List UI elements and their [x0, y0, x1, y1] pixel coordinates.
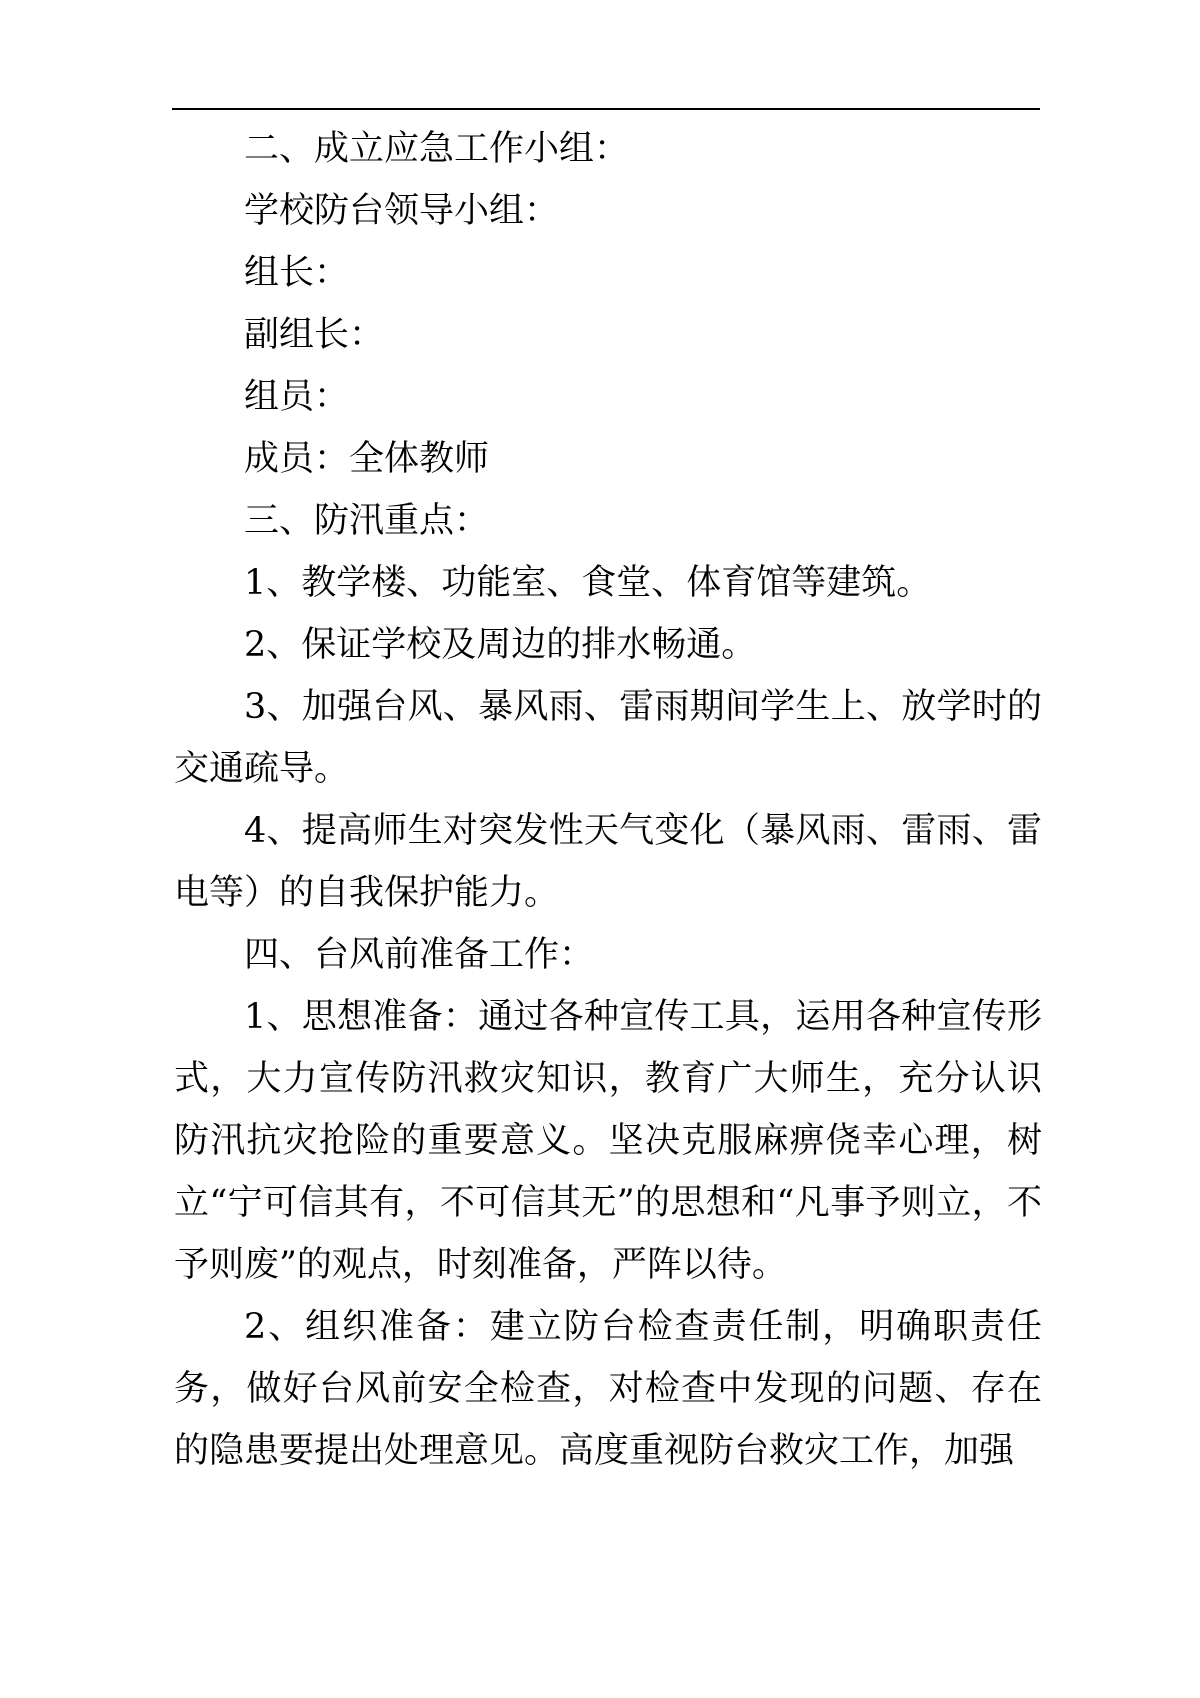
paragraph: 组员：	[244, 377, 350, 417]
section-heading: 三、防汛重点：	[244, 501, 490, 541]
list-item: 2、组织准备：建立防台检查责任制，明确职责任务，做好台风前安全检查，对检查中发现的问题、存在的隐患要提出处理意见。高度重视防台救灾工作，加强	[174, 1307, 1042, 1471]
paragraph: 学校防台领导小组：	[244, 191, 560, 231]
section-heading: 四、台风前准备工作：	[244, 935, 595, 975]
paragraph: 成员：全体教师	[244, 439, 490, 479]
list-item: 2、保证学校及周边的排水畅通。	[244, 625, 757, 665]
document-body	[174, 118, 1042, 1482]
list-item: 1、教学楼、功能室、食堂、体育馆等建筑。	[244, 563, 932, 603]
list-item: 1、思想准备：通过各种宣传工具，运用各种宣传形式，大力宣传防汛救灾知识，教育广大师生，充分认识防汛抗灾抢险的重要意义。坚决克服麻痹侥幸心理，树立“宁可信其有，不可信其无”的思想和“凡事予则立，不予则废”的观点，时刻准备，严阵以待。	[174, 997, 1042, 1285]
section-heading: 二、成立应急工作小组：	[244, 129, 630, 169]
paragraph: 组长：	[244, 253, 350, 293]
header-rule	[172, 108, 1040, 110]
list-item: 4、提高师生对突发性天气变化（暴风雨、雷雨、雷电等）的自我保护能力。	[174, 811, 1042, 913]
list-item: 3、加强台风、暴风雨、雷雨期间学生上、放学时的交通疏导。	[174, 687, 1042, 789]
paragraph: 副组长：	[244, 315, 385, 355]
